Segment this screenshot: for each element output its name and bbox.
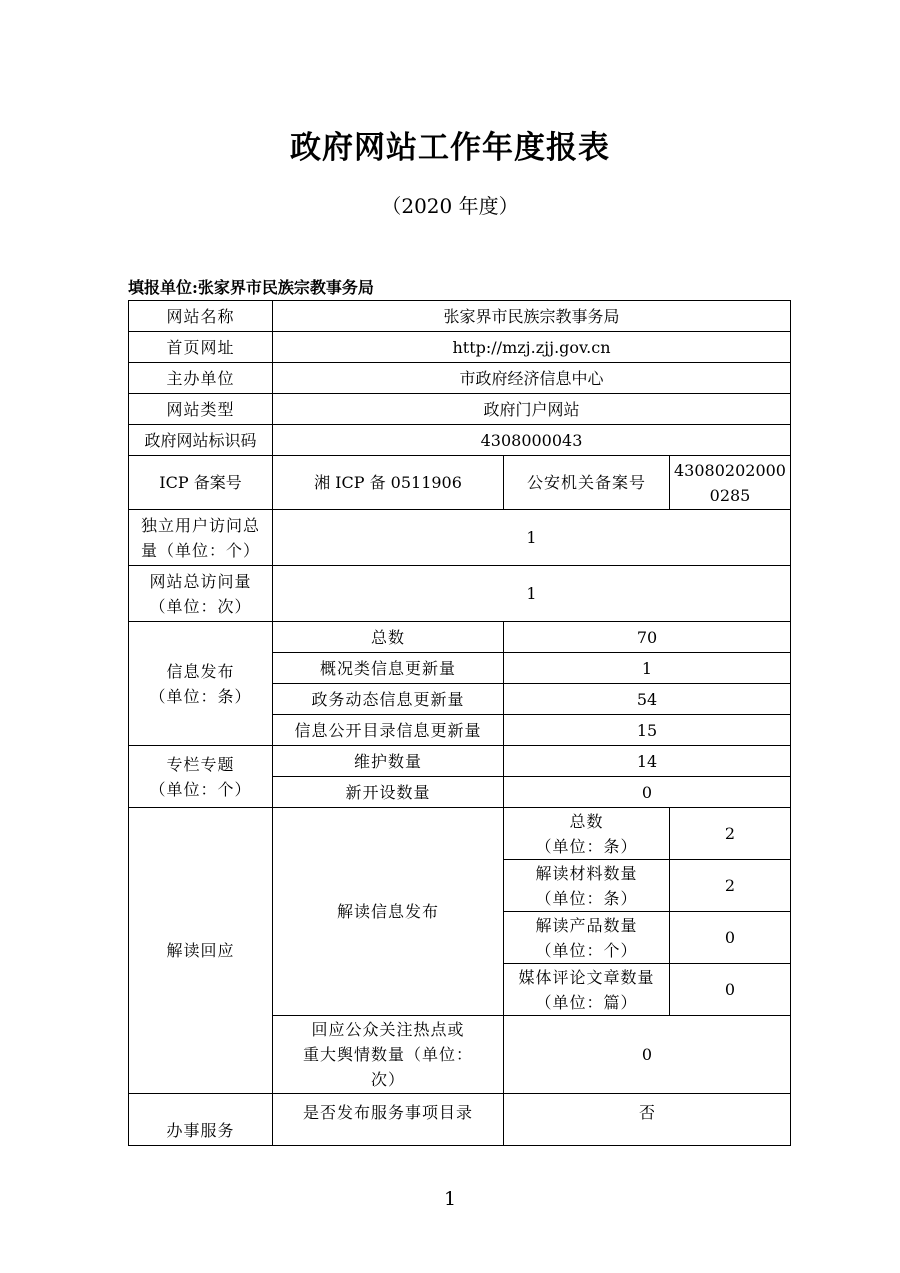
response-value: 0 bbox=[504, 1016, 791, 1094]
interpret-material-value: 2 bbox=[670, 860, 791, 912]
reporting-unit: 填报单位:张家界市民族宗教事务局 bbox=[128, 278, 374, 297]
interpret-total-label bbox=[504, 808, 670, 860]
police-record-line2: 0285 bbox=[709, 485, 751, 505]
columns-label-line1: 专栏专题 bbox=[166, 754, 235, 774]
response-label-line1: 回应公众关注热点或 bbox=[311, 1020, 465, 1039]
host-value: 市政府经济信息中心 bbox=[273, 363, 791, 394]
table-row bbox=[129, 1094, 791, 1146]
page-title: 政府网站工作年度报表 bbox=[290, 130, 610, 166]
info-overview-value: 1 bbox=[504, 653, 791, 684]
unique-visitors-label-line1: 独立用户访问总 bbox=[140, 515, 260, 535]
response-label-line2: 重大舆情数量（单位： bbox=[302, 1045, 473, 1064]
interpret-material-label bbox=[504, 860, 670, 912]
response-label-line3: 次） bbox=[370, 1070, 405, 1089]
response-label bbox=[273, 1016, 504, 1094]
interpret-media-value: 0 bbox=[670, 964, 791, 1016]
info-catalog-label: 信息公开目录信息更新量 bbox=[273, 715, 504, 746]
site-type-label: 网站类型 bbox=[129, 394, 273, 425]
table-row bbox=[129, 808, 791, 860]
homepage-value: http://mzj.zjj.gov.cn bbox=[273, 332, 791, 363]
table-row bbox=[129, 332, 791, 363]
unique-visitors-label bbox=[129, 510, 273, 566]
interpret-media-line2: （单位：篇） bbox=[535, 992, 638, 1012]
service-catalog-value: 否 bbox=[504, 1094, 791, 1146]
info-publish-label-line2: （单位：条） bbox=[149, 686, 252, 706]
columns-label-line2: （单位：个） bbox=[149, 779, 252, 799]
interpret-product-label bbox=[504, 912, 670, 964]
info-publish-label bbox=[129, 622, 273, 746]
info-total-value: 70 bbox=[504, 622, 791, 653]
table-row bbox=[129, 363, 791, 394]
table-row bbox=[129, 394, 791, 425]
info-publish-label-line1: 信息发布 bbox=[166, 661, 235, 681]
site-name-value: 张家界市民族宗教事务局 bbox=[273, 301, 791, 332]
columns-label bbox=[129, 746, 273, 808]
interpret-product-value: 0 bbox=[670, 912, 791, 964]
interpret-material-line1: 解读材料数量 bbox=[535, 863, 638, 883]
service-label: 办事服务 bbox=[129, 1094, 273, 1146]
unique-visitors-label-line2: 量（单位：个） bbox=[140, 540, 260, 560]
police-record-label: 公安机关备案号 bbox=[504, 456, 670, 510]
site-id-value: 4308000043 bbox=[273, 425, 791, 456]
total-visits-label bbox=[129, 566, 273, 622]
table-row bbox=[129, 746, 791, 777]
total-visits-label-line2: （单位：次） bbox=[149, 596, 252, 616]
interpret-total-value: 2 bbox=[670, 808, 791, 860]
info-catalog-value: 15 bbox=[504, 715, 791, 746]
page-number: 1 bbox=[443, 1188, 457, 1210]
report-table bbox=[128, 300, 791, 1146]
interpret-media-label bbox=[504, 964, 670, 1016]
table-row bbox=[129, 510, 791, 566]
icp-label: ICP 备案号 bbox=[129, 456, 273, 510]
unique-visitors-value: 1 bbox=[273, 510, 791, 566]
police-record-line1: 43080202000 bbox=[674, 460, 786, 480]
interpret-media-line1: 媒体评论文章数量 bbox=[518, 967, 655, 987]
homepage-label: 首页网址 bbox=[129, 332, 273, 363]
table-row bbox=[129, 301, 791, 332]
info-total-label: 总数 bbox=[273, 622, 504, 653]
icp-value: 湘 ICP 备 0511906 bbox=[273, 456, 504, 510]
interpret-total-line1: 总数 bbox=[569, 811, 604, 831]
columns-new-value: 0 bbox=[504, 777, 791, 808]
table-row bbox=[129, 622, 791, 653]
host-label: 主办单位 bbox=[129, 363, 273, 394]
report-year: （2020 年度） bbox=[381, 194, 519, 218]
interpret-label: 解读回应 bbox=[129, 808, 273, 1094]
info-dynamics-label: 政务动态信息更新量 bbox=[273, 684, 504, 715]
columns-maintained-value: 14 bbox=[504, 746, 791, 777]
table-row bbox=[129, 456, 791, 510]
table-row bbox=[129, 566, 791, 622]
interpret-publish-label: 解读信息发布 bbox=[273, 808, 504, 1016]
interpret-product-line1: 解读产品数量 bbox=[535, 915, 638, 935]
site-type-value: 政府门户网站 bbox=[273, 394, 791, 425]
info-overview-label: 概况类信息更新量 bbox=[273, 653, 504, 684]
service-catalog-label: 是否发布服务事项目录 bbox=[273, 1094, 504, 1146]
table-row bbox=[129, 425, 791, 456]
interpret-total-line2: （单位：条） bbox=[535, 836, 638, 856]
total-visits-label-line1: 网站总访问量 bbox=[149, 571, 252, 591]
interpret-product-line2: （单位：个） bbox=[535, 940, 638, 960]
total-visits-value: 1 bbox=[273, 566, 791, 622]
interpret-material-line2: （单位：条） bbox=[535, 888, 638, 908]
site-id-label: 政府网站标识码 bbox=[129, 425, 273, 456]
columns-new-label: 新开设数量 bbox=[273, 777, 504, 808]
site-name-label: 网站名称 bbox=[129, 301, 273, 332]
columns-maintained-label: 维护数量 bbox=[273, 746, 504, 777]
police-record-value bbox=[670, 456, 791, 510]
info-dynamics-value: 54 bbox=[504, 684, 791, 715]
